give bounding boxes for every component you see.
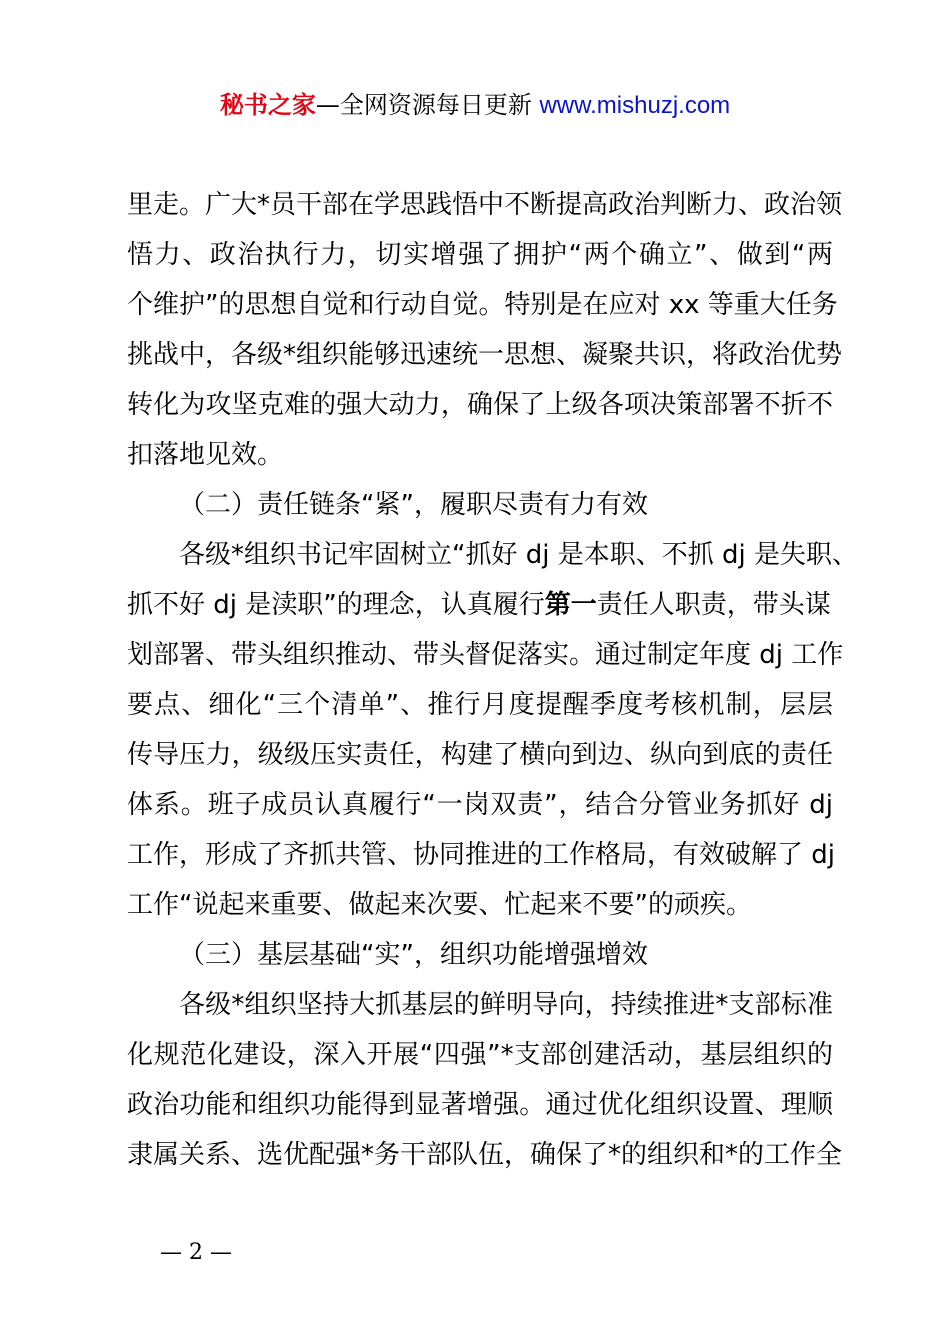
brand-name: 秘书之家: [219, 91, 316, 119]
body-line: 个维护”的思想自觉和行动自觉。特别是在应对 xx 等重大任务: [127, 290, 838, 320]
body-line: 工作，形成了齐抓共管、协同推进的工作格局，有效破解了 dj: [127, 840, 835, 870]
body-line: 各级*组织坚持大抓基层的鲜明导向，持续推进*支部标准: [179, 990, 833, 1020]
body-line: 转化为攻坚克难的强大动力，确保了上级各项决策部署不折不: [127, 390, 833, 420]
body-line: 里走。广大*员干部在学思践悟中不断提高政治判断力、政治领: [127, 190, 843, 220]
page-number: — 2 —: [160, 1240, 232, 1265]
body-line-part: 抓不好 dj 是渎职”的理念，认真履行: [127, 590, 545, 620]
body-line: 工作“说起来重要、做起来次要、忙起来不要”的顽疾。: [127, 890, 752, 920]
body-line: 挑战中，各级*组织能够迅速统一思想、凝聚共识，将政治优势: [127, 340, 843, 370]
body-line: 政治功能和组织功能得到显著增强。通过优化组织设置、理顺: [127, 1090, 833, 1120]
document-body: [127, 180, 858, 1180]
body-line: 悟力、政治执行力，切实增强了拥护“两个确立”、做到“两: [127, 240, 833, 270]
body-line: 化规范化建设，深入开展“四强”*支部创建活动，基层组织的: [127, 1040, 833, 1070]
bold-emphasis: 第一: [544, 590, 597, 620]
body-line: 扣落地见效。: [127, 440, 284, 470]
body-line: 划部署、带头组织推动、带头督促落实。通过制定年度 dj 工作: [127, 640, 844, 670]
body-line: 各级*组织书记牢固树立“抓好 dj 是本职、不抓 dj 是失职、: [179, 540, 858, 570]
site-url-link[interactable]: www.mishuzj.com: [539, 92, 731, 119]
body-line: 要点、细化“三个清单”、推行月度提醒季度考核机制，层层: [127, 690, 833, 720]
section-heading: （二）责任链条“紧”，履职尽责有力有效: [179, 490, 648, 520]
body-line-part: 责任人职责，带头谋: [596, 590, 831, 620]
body-line-mixed: [127, 580, 833, 630]
body-line: 体系。班子成员认真履行“一岗双责”，结合分管业务抓好 dj: [127, 790, 833, 820]
site-header: [0, 88, 950, 123]
header-slogan: —全网资源每日更新: [315, 91, 540, 119]
section-heading: （三）基层基础“实”，组织功能增强增效: [179, 940, 648, 970]
body-line: 隶属关系、选优配强*务干部队伍，确保了*的组织和*的工作全: [127, 1140, 843, 1170]
body-line: 传导压力，级级压实责任，构建了横向到边、纵向到底的责任: [127, 740, 833, 770]
